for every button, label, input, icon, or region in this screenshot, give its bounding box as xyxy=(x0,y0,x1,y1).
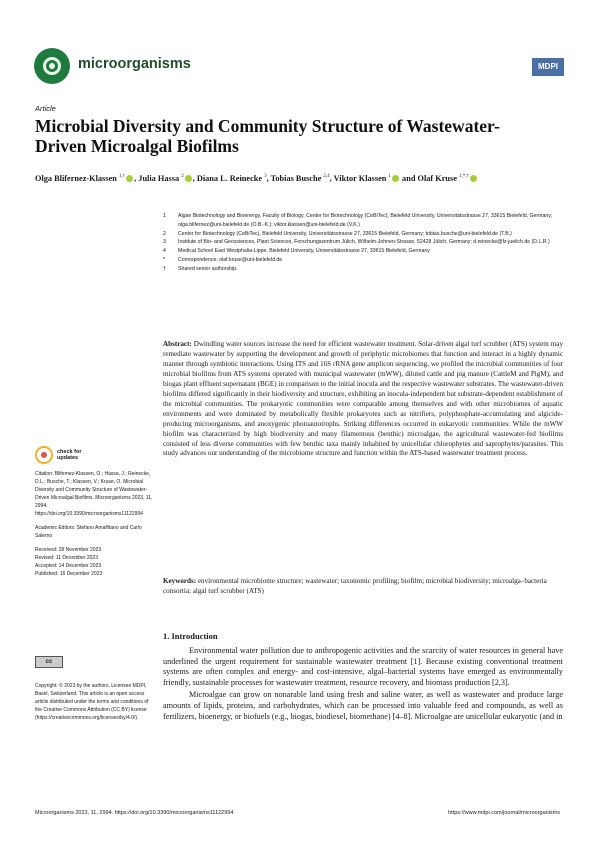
publisher-logo[interactable]: MDPI xyxy=(532,58,564,76)
date-revised: Revised: 11 December 2023 xyxy=(35,555,98,561)
affiliation-number: 2 xyxy=(163,230,166,237)
author-name: Diana L. Reinecke xyxy=(196,173,265,183)
author-list: Olga Blifernez-Klassen $^{1,\dagger}$ , Julia Hassa $^2$ , Diana L. Reinecke $^3$, Tobias Busche $^{2,4}$, Viktor Klassen $^1$ and Olaf Kruse $^{1,*,\dagger}$ xyxy=(35,170,555,185)
cc-license-icon[interactable]: cc xyxy=(35,656,63,668)
affiliation-text: Algae Biotechnology and Bioenergy, Faculty of Biology, Center for Biotechnology (CeBiTec), Bielefeld University, Universitätsstrasse 27, 33615 Bielefeld, Germany; olga.blifernez@uni-bielefeld.de (O.B.-K.); viktor.klassen@uni-bielefeld.de (V.K.) xyxy=(178,213,553,228)
author-affiliation-sup: 2 xyxy=(181,174,184,179)
affiliation-item xyxy=(163,212,563,230)
check-label-1: check for xyxy=(57,448,82,455)
author-name: Olaf Kruse xyxy=(417,173,459,183)
orcid-icon[interactable] xyxy=(470,175,477,182)
affiliation-text: Institute of Bio- and Geosciences, Plant Sciences, Forschungszentrum Jülich, Wilhelm-Johnen-Strasse, 52428 Jülich, Germany; d.reinecke@fz-juelich.de (D.L.R.) xyxy=(178,239,550,246)
check-updates-icon xyxy=(35,446,53,464)
affiliation-number: 3 xyxy=(163,239,166,246)
citation: Citation: Blifernez-Klassen, O.; Hassa, J.; Reinecke, D.L.; Busche, T.; Klassen, V.; Kruse, O. Microbial Diversity and Community Structure of Wastewater-Driven Microalgal Biofilms. Microorganisms 2023, 11, 2994. https://doi.org/10.3390/microorganisms11122994 xyxy=(35,471,153,517)
author[interactable] xyxy=(138,174,192,183)
author[interactable] xyxy=(418,174,478,183)
license-text: Copyright: © 2023 by the authors. Licensee MDPI, Basel, Switzerland. This article is an open access article distributed under the terms and conditions of the Creative Commons Attribution (CC BY) license (https://creativecommons.org/licenses/by/4.0/). xyxy=(35,683,149,721)
author-affiliation-sup: 1,*,† xyxy=(459,174,469,179)
author-name: Olga Blifernez-Klassen xyxy=(35,173,119,183)
affiliation-number: 1 xyxy=(163,213,166,219)
article-type: Article xyxy=(35,104,56,113)
author-name: Julia Hassa xyxy=(138,173,182,183)
abstract-text: Dwindling water sources increase the need for efficient wastewater treatment. Solar-driven algal turf scrubber (ATS) system may remediate wastewater by supporting the development and growth of periphytic microbiomes that function and interact in a highly dynamic manner through symbiotic interactions. Using ITS and 16S rRNA gene amplicon sequencing, we profiled the microbial communities of four microbial biofilms from ATS systems operated with municipal wastewater (mWW), diluted cattle and pig manure (CattleM and PigM), and biogas plant effluent supernatant (BGE) in comparison to the initial inocula and the respective wastewater substrates. The wastewater-driven biofilms differed significantly in their biodiversity and structure, exhibiting an inocula-independent but substrate-dependent establishment of the microbial communities. The prokaryotic communities were comparable among themselves and with other microbiomes of aquatic environments and were dominated by metabolically flexible prokaryotes such as nitrifiers, polyphosphate-accumulating and algicide-producing microorganisms, and anoxygenic photoautotrophs. Striking differences occurred in eukaryotic communities: While the mWW biofilm was characterized by high biodiversity and many filamentous (benthic) microalgae, the agricultural wastewater-fed biofilms consisted of less diverse communities with few benthic taxa mainly inhabited by unicellular chlorophytes and saprophytes/parasites. This study advances our understanding of the microbiome structure and function within the ATS-based wastewater treatment process. xyxy=(163,340,563,458)
affiliation-item xyxy=(163,230,563,239)
orcid-icon[interactable] xyxy=(126,175,133,182)
footer-citation[interactable]: Microorganisms 2023, 11, 2994. https://doi.org/10.3390/microorganisms11122994 xyxy=(35,810,234,816)
date-received: Received: 28 November 2023 xyxy=(35,547,102,553)
footer-journal-url[interactable]: https://www.mdpi.com/journal/microorganisms xyxy=(448,810,560,816)
date-published: Published: 16 December 2023 xyxy=(35,571,103,577)
affiliation-text: Center for Biotechnology (CeBiTec), Bielefeld University, Universitätsstrasse 27, 33615 Bielefeld, Germany; tobias.busche@uni-bielefeld.de (T.B.) xyxy=(178,230,512,237)
check-for-updates-button[interactable] xyxy=(35,446,155,464)
intro-body xyxy=(163,646,563,724)
orcid-icon[interactable] xyxy=(392,175,399,182)
keywords xyxy=(163,576,563,596)
journal-name: microorganisms xyxy=(78,56,191,72)
author[interactable] xyxy=(35,174,134,183)
keywords-label: Keywords: xyxy=(163,577,197,585)
check-label-2: updates xyxy=(57,455,79,461)
date-accepted: Accepted: 14 December 2023 xyxy=(35,563,102,569)
affiliation-number: 4 xyxy=(163,248,166,255)
author-affiliation-sup: 1,† xyxy=(118,174,126,179)
author-affiliation-sup: 1 xyxy=(388,174,391,179)
affiliations xyxy=(163,212,563,274)
author[interactable] xyxy=(334,174,400,183)
abstract-label: Abstract: xyxy=(163,340,192,348)
affiliation-number: * xyxy=(163,256,166,263)
affiliation-number: † xyxy=(163,265,166,272)
affiliation-text: Medical School East Westphalia-Lippe, Bielefeld University, Universitätsstrasse 27, 33615 Bielefeld, Germany xyxy=(178,248,430,255)
affiliation-item xyxy=(163,247,563,256)
affiliation-item xyxy=(163,238,563,247)
article-sidebar xyxy=(35,446,155,578)
affiliation-item xyxy=(163,256,563,265)
keywords-text: environmental microbiome structure; wastewater; taxonomic profiling; biofilm; microbial biodiversity; microalga–bacteria consortia; algal turf scrubber (ATS) xyxy=(163,577,547,595)
affiliation-text: Correspondence: olaf.kruse@uni-bielefeld.de xyxy=(178,256,283,263)
journal-header xyxy=(34,46,564,88)
journal-logo-icon xyxy=(34,48,70,84)
abstract xyxy=(163,340,563,459)
author[interactable] xyxy=(197,174,267,183)
author-name: Tobias Busche xyxy=(270,173,324,183)
intro-paragraph-2: Microalgae can grow on nonarable land using fresh and saline water, as well as wastewater and produce large amounts of lipids, proteins, and carbohydrates, which can be processed into valuable feed and compounds, as well as fertilizers, bioenergy, or biofuels (e.g., biogas, biodiesel, biomethane) [4–8]. Microalgae are unicellular eukaryotic (and in xyxy=(163,690,563,721)
paper-title: Microbial Diversity and Community Structure of Wastewater-Driven Microalgal Biofilms xyxy=(35,116,500,156)
page-footer xyxy=(35,810,560,816)
intro-paragraph-1: Environmental water pollution due to anthropogenic activities and the scarcity of water resources in general have underlined the urgent requirement for sustainable wastewater treatment [1]. Because existing conventional treatment systems are often complex and energy- and cost-intensive, algal–bacterial systems have emerged as environmentally friendly, sustainable processes for wastewater treatment, resource recovery, and biomass production [2,3]. xyxy=(163,646,563,687)
author[interactable] xyxy=(271,174,330,183)
section-heading: 1. Introduction xyxy=(163,631,218,641)
affiliation-item xyxy=(163,265,563,274)
author-name: Viktor Klassen xyxy=(333,173,389,183)
author-affiliation-sup: 2,4 xyxy=(323,174,330,179)
academic-editors: Academic Editors: Stefano Amalfitano and Carlo Salerno xyxy=(35,525,142,539)
affiliation-text: Shared senior authorship. xyxy=(178,265,238,272)
author-affiliation-sup: 3 xyxy=(264,174,267,179)
orcid-icon[interactable] xyxy=(185,175,192,182)
